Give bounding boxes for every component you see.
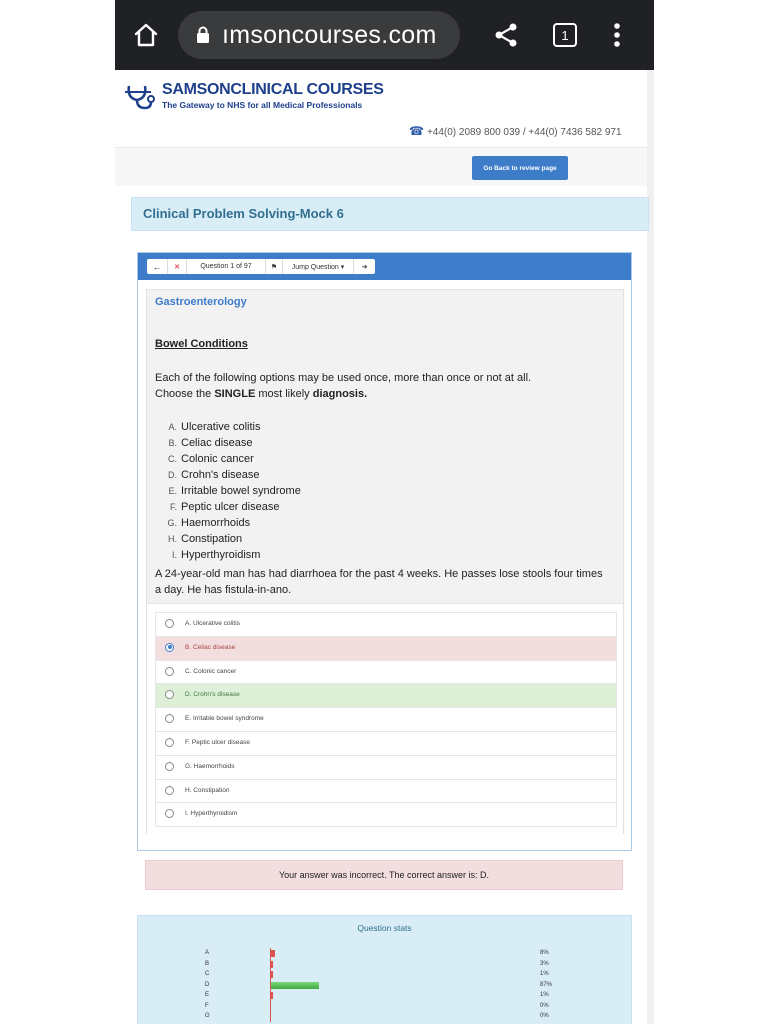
question-nav xyxy=(147,259,375,274)
end-exam-button[interactable] xyxy=(168,259,187,274)
option-text: Celiac disease xyxy=(181,437,253,449)
instruction-mid: most likely xyxy=(255,388,313,400)
answer-label: H. Constipation xyxy=(185,786,230,794)
stats-bar xyxy=(271,950,275,957)
question-topic: Bowel Conditions xyxy=(155,338,248,350)
option-text: Hyperthyroidism xyxy=(181,549,261,561)
stats-category-label: G xyxy=(205,1013,210,1019)
stats-value-label: 87% xyxy=(540,981,553,988)
answer-choice[interactable] xyxy=(156,708,616,732)
stats-row xyxy=(138,980,631,991)
browser-toolbar xyxy=(115,0,654,70)
go-back-review-button[interactable]: Go Back to review page xyxy=(472,156,568,180)
option-item xyxy=(165,483,301,499)
answer-label: G. Haemorrhoids xyxy=(185,762,235,770)
stats-value-label: 0% xyxy=(540,1002,549,1009)
tab-count-box xyxy=(553,23,577,47)
stats-row xyxy=(138,1011,631,1022)
question-instructions xyxy=(155,370,615,402)
stats-category-label: C xyxy=(205,971,210,977)
option-item xyxy=(165,451,301,467)
instruction-line2 xyxy=(155,386,615,402)
left-margin xyxy=(0,0,116,1024)
tab-count: 1 xyxy=(561,27,569,43)
option-letter: F. xyxy=(169,502,177,512)
option-letter: B. xyxy=(168,438,177,448)
answer-choice[interactable] xyxy=(156,732,616,756)
option-text: Constipation xyxy=(181,533,243,545)
option-letter: D. xyxy=(168,470,177,480)
prev-question-button[interactable] xyxy=(147,259,168,274)
option-list xyxy=(165,419,301,563)
answer-label: I. Hyperthyroidism xyxy=(185,810,238,818)
radio-button[interactable] xyxy=(165,690,174,699)
option-letter: C. xyxy=(168,454,177,464)
stats-row xyxy=(138,969,631,980)
tabs-icon[interactable] xyxy=(552,22,578,48)
site-logo[interactable] xyxy=(125,80,385,116)
question-toolbar xyxy=(138,253,631,280)
stats-category-label: E xyxy=(205,992,210,998)
telephone-icon: ☎ xyxy=(409,124,424,138)
answer-label: A. Ulcerative colitis xyxy=(185,620,240,627)
instruction-pre: Choose the xyxy=(155,388,215,400)
share-icon[interactable] xyxy=(493,22,519,48)
stethoscope-icon xyxy=(125,82,157,112)
answer-choice[interactable] xyxy=(156,756,616,780)
option-text: Irritable bowel syndrome xyxy=(181,485,301,497)
stats-value-label: 8% xyxy=(540,950,549,956)
answer-feedback: Your answer was incorrect. The correct answer is: D. xyxy=(145,860,623,890)
radio-button[interactable] xyxy=(165,786,174,795)
contact-phone xyxy=(409,124,622,138)
arrow-right-icon: ➜ xyxy=(361,263,368,271)
answer-choice[interactable] xyxy=(156,780,616,804)
question-counter xyxy=(187,259,266,274)
option-item xyxy=(165,515,301,531)
home-icon[interactable] xyxy=(133,22,159,48)
answer-label: F. Peptic ulcer disease xyxy=(185,738,251,746)
option-letter: H. xyxy=(168,534,177,544)
stats-bar xyxy=(271,992,273,999)
answer-choice[interactable] xyxy=(156,613,616,637)
question-category: Gastroenterology xyxy=(155,296,247,308)
radio-button[interactable] xyxy=(165,809,174,818)
stats-value-label: 3% xyxy=(540,960,549,967)
phone-screen xyxy=(115,0,654,1024)
jump-question-dropdown[interactable] xyxy=(283,259,354,274)
jump-question-label: Jump Question ▾ xyxy=(291,263,345,271)
logo-name: SAMSONCLINICAL COURSES xyxy=(162,81,384,98)
stats-row xyxy=(138,959,631,970)
instruction-diagnosis: diagnosis. xyxy=(312,388,368,400)
option-item xyxy=(165,467,301,483)
option-item xyxy=(165,531,301,547)
question-body xyxy=(146,289,624,834)
stats-category-label: D xyxy=(205,981,210,988)
stats-row xyxy=(138,990,631,1001)
option-letter: E. xyxy=(168,486,177,496)
url-text: ımsoncourses.com xyxy=(222,21,437,49)
answer-choice[interactable] xyxy=(156,803,616,826)
option-letter: A. xyxy=(168,422,177,432)
answer-choice[interactable] xyxy=(156,637,616,661)
stats-category-label: B xyxy=(205,960,210,967)
phone-numbers: +44(0) 2089 800 039 / +44(0) 7436 582 971 xyxy=(426,127,622,138)
answer-label: C. Colonic cancer xyxy=(185,667,237,675)
lock-icon xyxy=(196,26,210,44)
option-text: Crohn's disease xyxy=(181,469,260,481)
stats-value-label: 1% xyxy=(540,992,549,998)
arrow-left-icon: ← xyxy=(152,261,162,272)
option-text: Haemorrhoids xyxy=(181,517,251,529)
flag-icon: ⚑ xyxy=(270,263,278,271)
stats-bar xyxy=(271,982,319,989)
stats-value-label: 1% xyxy=(540,971,549,977)
more-vert-icon[interactable] xyxy=(607,20,627,50)
answer-label: E. Irritable bowel syndrome xyxy=(185,715,264,723)
instruction-line1: Each of the following options may be used once, more than once or not at all. xyxy=(155,372,532,384)
radio-button[interactable] xyxy=(165,643,174,652)
address-bar[interactable] xyxy=(178,11,460,59)
option-item xyxy=(165,435,301,451)
question-counter-text: Question 1 of 97 xyxy=(200,263,252,270)
close-icon: ✕ xyxy=(174,263,180,271)
stats-axis-segment xyxy=(270,1011,271,1022)
stats-value-label: 0% xyxy=(540,1013,549,1019)
radio-button[interactable] xyxy=(165,738,174,747)
exam-title-panel xyxy=(131,197,649,231)
radio-button[interactable] xyxy=(165,714,174,723)
answers-panel xyxy=(147,603,623,834)
radio-button[interactable] xyxy=(165,667,174,676)
option-text: Colonic cancer xyxy=(181,453,254,465)
radio-button[interactable] xyxy=(165,762,174,771)
answer-choice[interactable] xyxy=(156,661,616,685)
question-stats-panel xyxy=(137,915,632,1024)
answer-label: D. Crohn's disease xyxy=(185,691,240,699)
review-band xyxy=(115,147,647,186)
next-question-button[interactable] xyxy=(354,259,375,274)
option-letter: I. xyxy=(171,550,177,560)
radio-button[interactable] xyxy=(165,619,174,628)
option-text: Peptic ulcer disease xyxy=(181,501,280,513)
stats-bar xyxy=(271,961,273,968)
question-stem: A 24-year-old man has had diarrhoea for the past 4 weeks. He passes lose stools four times a day. He has fistula-in-ano. xyxy=(155,568,603,596)
flag-button[interactable] xyxy=(266,259,283,274)
answer-label: B. Celiac disease xyxy=(185,643,236,651)
option-letter: G. xyxy=(167,518,177,528)
stats-title: Question stats xyxy=(357,923,412,933)
exam-title: Clinical Problem Solving-Mock 6 xyxy=(143,206,344,221)
logo-tagline: The Gateway to NHS for all Medical Professionals xyxy=(162,100,363,110)
stats-row xyxy=(138,1001,631,1012)
option-item xyxy=(165,547,301,563)
option-text: Ulcerative colitis xyxy=(181,421,261,433)
answer-choices xyxy=(155,612,617,827)
stats-category-label: A xyxy=(205,950,210,956)
answer-choice[interactable] xyxy=(156,684,616,708)
option-item xyxy=(165,499,301,515)
stats-bar xyxy=(271,971,273,978)
option-item xyxy=(165,419,301,435)
stats-row xyxy=(138,948,631,959)
stats-category-label: F xyxy=(205,1002,209,1009)
question-card xyxy=(137,252,632,851)
stats-axis-segment xyxy=(270,1001,271,1012)
instruction-single: SINGLE xyxy=(214,388,256,400)
